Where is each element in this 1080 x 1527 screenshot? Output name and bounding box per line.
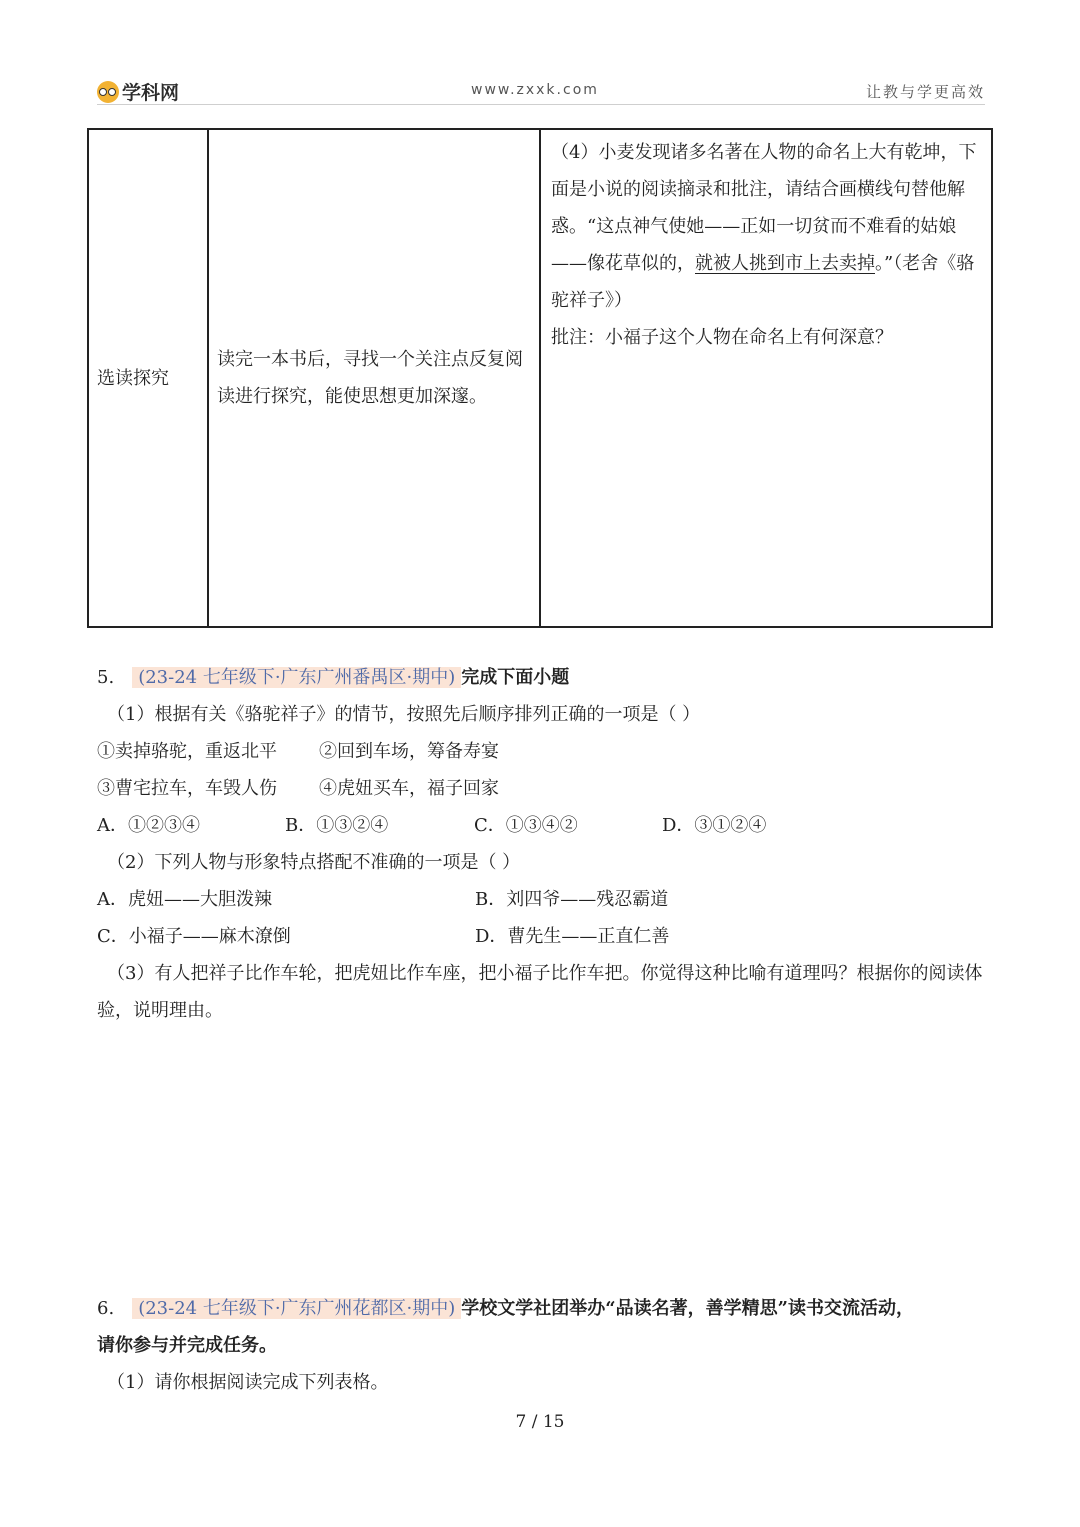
- question-6-title: [97, 1290, 987, 1327]
- logo: [97, 78, 179, 105]
- question-5: [97, 659, 987, 1029]
- subquestion-3: （3）有人把祥子比作车轮，把虎妞比作车座，把小福子比作车把。你觉得这种比喻有道理吗？根据你的阅读体验，说明理由。: [97, 963, 983, 1021]
- page-header: [97, 74, 985, 105]
- question-title: 完成下面小题: [461, 667, 570, 688]
- table-row: [88, 129, 992, 627]
- question-4-source: 。”（老舍《骆驼祥子》）: [551, 253, 975, 311]
- option-c: C．小福子——麻木潦倒: [97, 926, 291, 947]
- site-url: www.zxxk.com: [471, 82, 599, 98]
- reading-table: [87, 128, 993, 628]
- question-source-tag: (23-24 七年级下·广东广州花都区·期中): [132, 1298, 461, 1319]
- plot-item: ④虎妞买车，福子回家: [319, 778, 499, 799]
- plot-item: ①卖掉骆驼，重返北平: [97, 741, 277, 762]
- subquestion-1: （1）请你根据阅读完成下列表格。: [107, 1372, 389, 1393]
- plot-items-row-1: [97, 733, 987, 770]
- page-number: 7 / 15: [515, 1412, 565, 1432]
- option-b: B．①③②④: [285, 815, 389, 836]
- options-2-row-1: [97, 881, 987, 918]
- question-4-text: （4）小麦发现诸多名著在人物的命名上大有乾坤，下面是小说的阅读摘录和批注，请结合画横线句替他解惑。“这点神气使她——正如一切贫而不难看的姑娘——像花草似的，: [551, 142, 977, 274]
- slogan: 让教与学更高效: [865, 83, 985, 101]
- question-title-continued: 请你参与并完成任务。: [97, 1335, 277, 1356]
- underlined-sentence: 就被人挑到市上去卖掉: [695, 253, 875, 274]
- question-title: 学校文学社团举办“品读名著，善学精思”读书交流活动，: [461, 1298, 915, 1319]
- table-cell-description: 读完一本书后，寻找一个关注点反复阅读进行探究，能使思想更加深邃。: [208, 129, 540, 627]
- option-d: D．③①②④: [662, 815, 767, 836]
- plot-item: ③曹宅拉车，车毁人伤: [97, 778, 277, 799]
- logo-owl-icon: [97, 81, 119, 103]
- question-6: [97, 1290, 987, 1401]
- question-number: 5.: [97, 667, 115, 688]
- annotation-note: 批注：小福子这个人物在命名上有何深意？: [551, 327, 893, 348]
- option-b: B．刘四爷——残忍霸道: [475, 889, 669, 910]
- plot-item: ②回到车场，筹备寿宴: [319, 741, 499, 762]
- options-1: [97, 807, 987, 844]
- option-a: A．①②③④: [97, 815, 200, 836]
- subquestion-2: （2）下列人物与形象特点搭配不准确的一项是（ ）: [107, 852, 521, 873]
- option-d: D．曹先生——正直仁善: [475, 926, 670, 947]
- subquestion-1: （1）根据有关《骆驼祥子》的情节，按照先后顺序排列正确的一项是（ ）: [107, 704, 701, 725]
- question-source-tag: (23-24 七年级下·广东广州番禺区·期中): [132, 667, 461, 688]
- question-5-title: [97, 659, 987, 696]
- question-number: 6.: [97, 1298, 115, 1319]
- option-a: A．虎妞——大胆泼辣: [97, 889, 272, 910]
- option-c: C．①③④②: [474, 815, 578, 836]
- options-2-row-2: [97, 918, 987, 955]
- plot-items-row-2: [97, 770, 987, 807]
- table-cell-category: 选读探究: [88, 129, 208, 627]
- table-cell-question: [540, 129, 992, 627]
- logo-text: 学科网: [122, 82, 180, 104]
